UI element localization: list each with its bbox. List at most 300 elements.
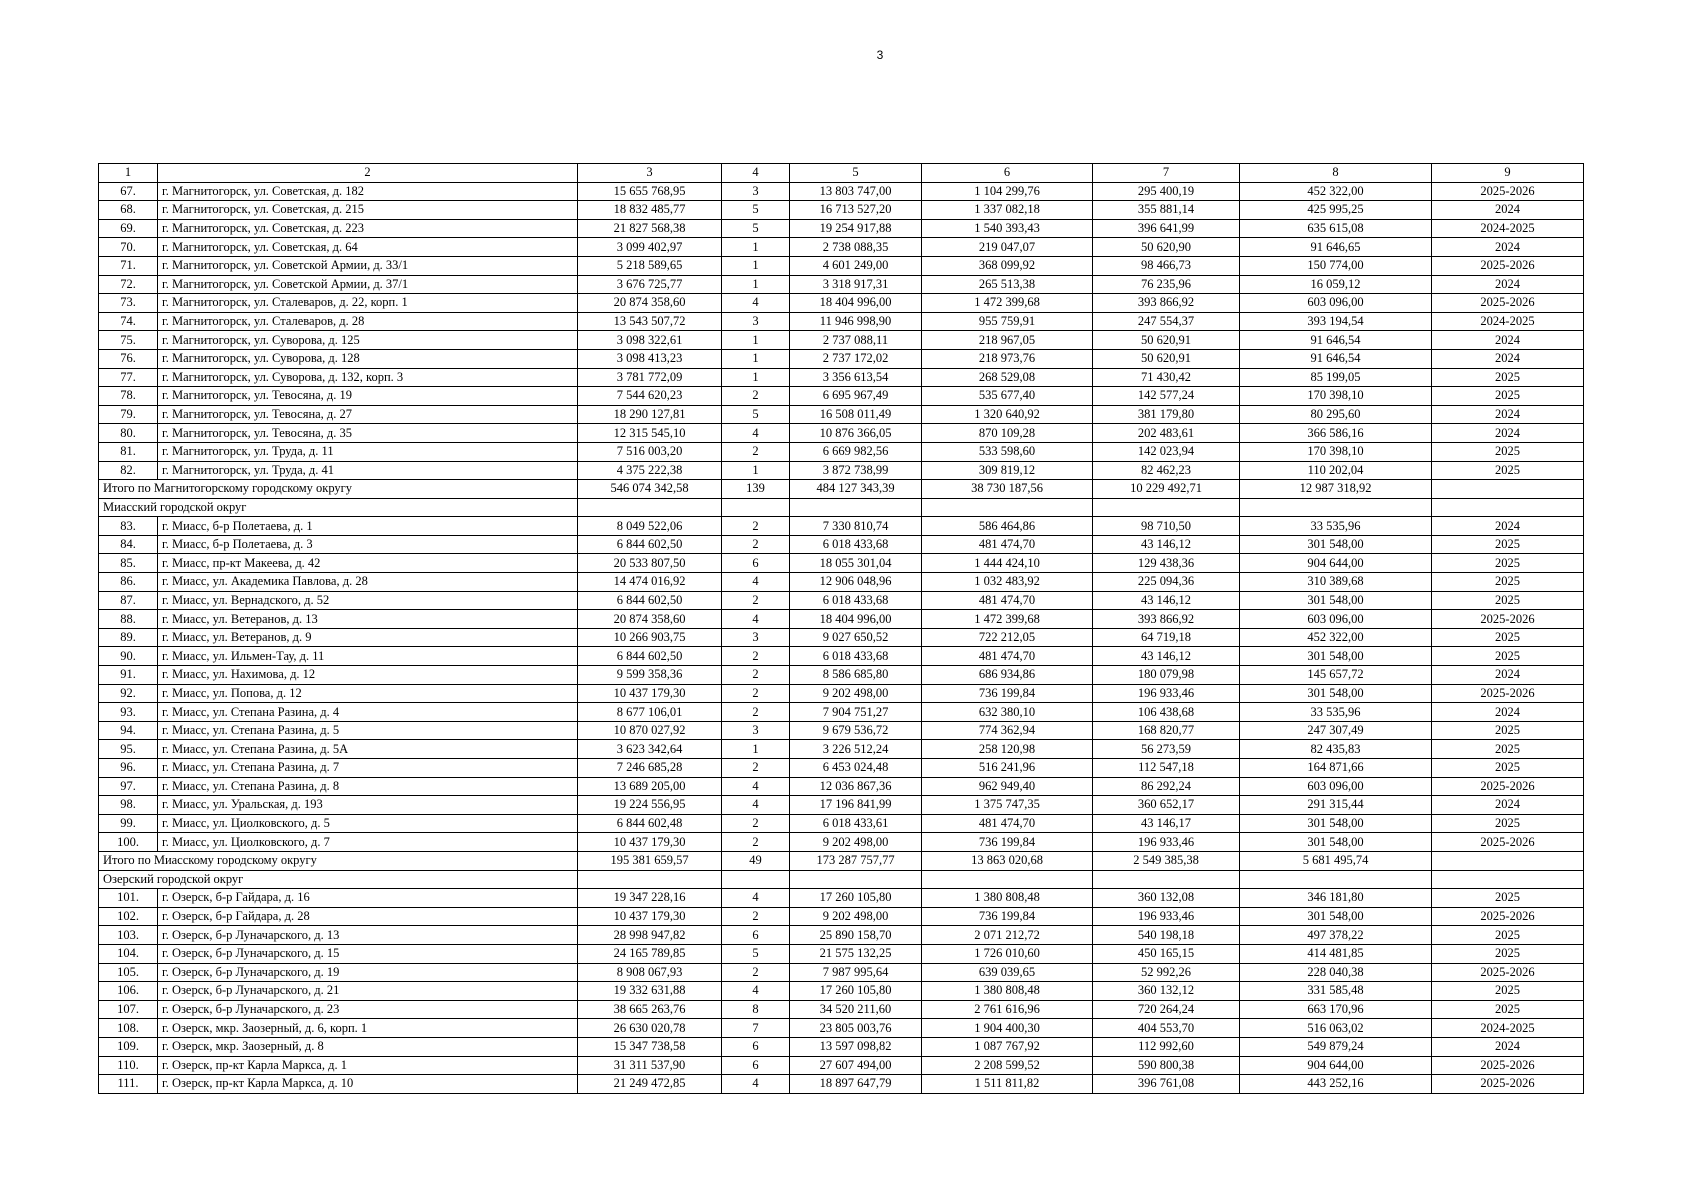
address-cell: г. Миасс, ул. Степана Разина, д. 5 xyxy=(158,721,578,740)
total-cell: 49 xyxy=(722,851,790,870)
table-cell: 2024 xyxy=(1432,349,1584,368)
row-number: 101. xyxy=(99,889,158,908)
table-cell: 6 844 602,50 xyxy=(578,535,722,554)
table-cell: 2025 xyxy=(1432,721,1584,740)
table-cell: 6 844 602,50 xyxy=(578,591,722,610)
table-cell: 3 356 613,54 xyxy=(790,368,922,387)
table-cell: 10 437 179,30 xyxy=(578,684,722,703)
table-cell: 18 404 996,00 xyxy=(790,610,922,629)
column-header: 9 xyxy=(1432,164,1584,183)
table-cell: 2 xyxy=(722,833,790,852)
table-cell: 2025 xyxy=(1432,759,1584,778)
table-cell: 2025 xyxy=(1432,442,1584,461)
total-cell: 38 730 187,56 xyxy=(922,480,1093,499)
table-row xyxy=(99,405,1584,424)
table-cell: 540 198,18 xyxy=(1093,926,1240,945)
table-cell: 2025 xyxy=(1432,926,1584,945)
table-cell: 5 xyxy=(722,944,790,963)
table-cell: 6 xyxy=(722,554,790,573)
table-cell: 3 xyxy=(722,721,790,740)
table-cell: 4 xyxy=(722,796,790,815)
table-cell: 2025 xyxy=(1432,573,1584,592)
table-cell: 2 737 172,02 xyxy=(790,349,922,368)
row-number: 110. xyxy=(99,1056,158,1075)
table-cell: 85 199,05 xyxy=(1240,368,1432,387)
address-cell: г. Миасс, ул. Академика Павлова, д. 28 xyxy=(158,573,578,592)
table-cell: 2 xyxy=(722,517,790,536)
table-cell: 33 535,96 xyxy=(1240,517,1432,536)
table-cell: 112 547,18 xyxy=(1093,759,1240,778)
row-number: 69. xyxy=(99,219,158,238)
table-cell: 7 246 685,28 xyxy=(578,759,722,778)
address-cell: г. Магнитогорск, ул. Тевосяна, д. 27 xyxy=(158,405,578,424)
table-cell: 31 311 537,90 xyxy=(578,1056,722,1075)
table-cell: 7 904 751,27 xyxy=(790,703,922,722)
address-cell: г. Миасс, ул. Степана Разина, д. 8 xyxy=(158,777,578,796)
table-cell: 8 049 522,06 xyxy=(578,517,722,536)
table-row xyxy=(99,1056,1584,1075)
table-cell: 258 120,98 xyxy=(922,740,1093,759)
table-cell: 265 513,38 xyxy=(922,275,1093,294)
address-cell: г. Миасс, ул. Ветеранов, д. 9 xyxy=(158,628,578,647)
table-cell: 301 548,00 xyxy=(1240,535,1432,554)
table-cell: 904 644,00 xyxy=(1240,1056,1432,1075)
table-cell: 50 620,91 xyxy=(1093,331,1240,350)
table-cell: 2025-2026 xyxy=(1432,963,1584,982)
table-cell: 955 759,91 xyxy=(922,312,1093,331)
row-number: 105. xyxy=(99,963,158,982)
table-cell: 1 320 640,92 xyxy=(922,405,1093,424)
address-cell: г. Магнитогорск, ул. Суворова, д. 128 xyxy=(158,349,578,368)
table-cell: 82 435,83 xyxy=(1240,740,1432,759)
table-cell: 3 098 322,61 xyxy=(578,331,722,350)
table-cell: 110 202,04 xyxy=(1240,461,1432,480)
table-cell: 3 226 512,24 xyxy=(790,740,922,759)
table-cell: 13 597 098,82 xyxy=(790,1037,922,1056)
total-cell: 546 074 342,58 xyxy=(578,480,722,499)
table-row xyxy=(99,591,1584,610)
table-cell: 2025 xyxy=(1432,387,1584,406)
table-cell: 404 553,70 xyxy=(1093,1019,1240,1038)
address-cell: г. Магнитогорск, ул. Суворова, д. 132, корп. 3 xyxy=(158,368,578,387)
address-cell: г. Миасс, ул. Степана Разина, д. 5А xyxy=(158,740,578,759)
table-cell xyxy=(790,498,922,517)
table-cell: 414 481,85 xyxy=(1240,944,1432,963)
address-cell: г. Миасс, ул. Степана Разина, д. 4 xyxy=(158,703,578,722)
table-cell: 301 548,00 xyxy=(1240,833,1432,852)
table-cell: 2 xyxy=(722,963,790,982)
table-cell: 4 xyxy=(722,424,790,443)
section-header-row xyxy=(99,870,1584,889)
total-row xyxy=(99,851,1584,870)
table-cell: 76 235,96 xyxy=(1093,275,1240,294)
table-cell: 91 646,54 xyxy=(1240,331,1432,350)
table-cell: 1 472 399,68 xyxy=(922,294,1093,313)
table-cell: 1 444 424,10 xyxy=(922,554,1093,573)
table-row xyxy=(99,201,1584,220)
address-cell: г. Миасс, б-р Полетаева, д. 3 xyxy=(158,535,578,554)
table-cell: 112 992,60 xyxy=(1093,1037,1240,1056)
table-cell: 2 xyxy=(722,591,790,610)
table-cell: 2025 xyxy=(1432,647,1584,666)
table-cell: 98 466,73 xyxy=(1093,256,1240,275)
table-cell: 1 xyxy=(722,256,790,275)
table-row xyxy=(99,610,1584,629)
table-cell: 2025 xyxy=(1432,889,1584,908)
table-row xyxy=(99,796,1584,815)
total-cell: 195 381 659,57 xyxy=(578,851,722,870)
address-cell: г. Озерск, б-р Гайдара, д. 16 xyxy=(158,889,578,908)
table-cell: 28 998 947,82 xyxy=(578,926,722,945)
table-cell xyxy=(1093,498,1240,517)
table-cell: 18 404 996,00 xyxy=(790,294,922,313)
table-cell: 5 xyxy=(722,201,790,220)
table-cell: 1 xyxy=(722,349,790,368)
table-cell: 2025 xyxy=(1432,628,1584,647)
table-cell: 7 xyxy=(722,1019,790,1038)
table-cell: 4 xyxy=(722,294,790,313)
table-cell: 452 322,00 xyxy=(1240,628,1432,647)
table-row xyxy=(99,294,1584,313)
table-cell: 1 511 811,82 xyxy=(922,1075,1093,1094)
table-cell: 1 xyxy=(722,368,790,387)
table-cell: 3 099 402,97 xyxy=(578,238,722,257)
table-cell: 9 599 358,36 xyxy=(578,666,722,685)
address-cell: г. Миасс, ул. Уральская, д. 193 xyxy=(158,796,578,815)
table-cell: 396 641,99 xyxy=(1093,219,1240,238)
table-cell xyxy=(578,498,722,517)
table-cell: 2025 xyxy=(1432,554,1584,573)
row-number: 93. xyxy=(99,703,158,722)
table-cell: 4 xyxy=(722,777,790,796)
table-cell: 632 380,10 xyxy=(922,703,1093,722)
address-cell: г. Магнитогорск, ул. Советской Армии, д. 37/1 xyxy=(158,275,578,294)
table-cell: 686 934,86 xyxy=(922,666,1093,685)
table-row xyxy=(99,703,1584,722)
table-cell: 18 897 647,79 xyxy=(790,1075,922,1094)
table-row xyxy=(99,331,1584,350)
table-row xyxy=(99,535,1584,554)
row-number: 90. xyxy=(99,647,158,666)
table-cell: 23 805 003,76 xyxy=(790,1019,922,1038)
table-row xyxy=(99,368,1584,387)
table-cell: 7 330 810,74 xyxy=(790,517,922,536)
table-cell: 3 318 917,31 xyxy=(790,275,922,294)
table-cell: 346 181,80 xyxy=(1240,889,1432,908)
table-cell: 360 652,17 xyxy=(1093,796,1240,815)
address-cell: г. Миасс, ул. Ильмен-Тау, д. 11 xyxy=(158,647,578,666)
table-cell: 129 438,36 xyxy=(1093,554,1240,573)
table-cell: 1 380 808,48 xyxy=(922,982,1093,1001)
table-cell: 9 202 498,00 xyxy=(790,684,922,703)
table-cell: 481 474,70 xyxy=(922,535,1093,554)
table-cell: 20 874 358,60 xyxy=(578,294,722,313)
table-cell: 774 362,94 xyxy=(922,721,1093,740)
address-cell: г. Миасс, ул. Ветеранов, д. 13 xyxy=(158,610,578,629)
table-cell: 2 xyxy=(722,666,790,685)
table-cell: 38 665 263,76 xyxy=(578,1000,722,1019)
table-cell: 33 535,96 xyxy=(1240,703,1432,722)
table-cell: 355 881,14 xyxy=(1093,201,1240,220)
table-cell: 360 132,08 xyxy=(1093,889,1240,908)
row-number: 100. xyxy=(99,833,158,852)
total-cell: 139 xyxy=(722,480,790,499)
table-cell: 2 071 212,72 xyxy=(922,926,1093,945)
table-cell: 736 199,84 xyxy=(922,907,1093,926)
table-cell: 310 389,68 xyxy=(1240,573,1432,592)
table-cell xyxy=(578,870,722,889)
table-cell: 2 xyxy=(722,387,790,406)
table-cell: 19 347 228,16 xyxy=(578,889,722,908)
table-cell: 2025-2026 xyxy=(1432,610,1584,629)
table-cell: 16 713 527,20 xyxy=(790,201,922,220)
address-cell: г. Миасс, пр-кт Макеева, д. 42 xyxy=(158,554,578,573)
table-cell: 2025 xyxy=(1432,535,1584,554)
section-title: Миасский городской округ xyxy=(99,498,578,517)
table-cell: 4 xyxy=(722,982,790,1001)
table-row xyxy=(99,647,1584,666)
table-cell: 10 437 179,30 xyxy=(578,833,722,852)
table-cell: 8 xyxy=(722,1000,790,1019)
table-cell: 80 295,60 xyxy=(1240,405,1432,424)
table-cell: 52 992,26 xyxy=(1093,963,1240,982)
address-cell: г. Магнитогорск, ул. Сталеваров, д. 22, корп. 1 xyxy=(158,294,578,313)
table-cell: 904 644,00 xyxy=(1240,554,1432,573)
table-cell: 14 474 016,92 xyxy=(578,573,722,592)
table-cell: 2024 xyxy=(1432,666,1584,685)
table-cell: 2 xyxy=(722,703,790,722)
row-number: 81. xyxy=(99,442,158,461)
total-cell: 2 549 385,38 xyxy=(1093,851,1240,870)
table-cell: 12 906 048,96 xyxy=(790,573,922,592)
table-cell: 6 018 433,68 xyxy=(790,647,922,666)
table-row xyxy=(99,573,1584,592)
total-row xyxy=(99,480,1584,499)
table-cell: 366 586,16 xyxy=(1240,424,1432,443)
total-cell: 12 987 318,92 xyxy=(1240,480,1432,499)
table-cell: 639 039,65 xyxy=(922,963,1093,982)
table-row xyxy=(99,461,1584,480)
table-cell: 2025 xyxy=(1432,814,1584,833)
table-cell: 2 xyxy=(722,442,790,461)
table-cell: 18 832 485,77 xyxy=(578,201,722,220)
address-cell: г. Магнитогорск, ул. Тевосяна, д. 19 xyxy=(158,387,578,406)
table-cell: 225 094,36 xyxy=(1093,573,1240,592)
table-row xyxy=(99,721,1584,740)
table-cell: 196 933,46 xyxy=(1093,833,1240,852)
table-cell: 16 508 011,49 xyxy=(790,405,922,424)
table-cell: 7 544 620,23 xyxy=(578,387,722,406)
table-cell: 5 xyxy=(722,405,790,424)
row-number: 94. xyxy=(99,721,158,740)
table-cell: 2024 xyxy=(1432,201,1584,220)
table-cell xyxy=(922,498,1093,517)
table-row xyxy=(99,907,1584,926)
table-cell: 2024 xyxy=(1432,405,1584,424)
table-row xyxy=(99,1037,1584,1056)
table-cell xyxy=(1432,870,1584,889)
table-cell: 25 890 158,70 xyxy=(790,926,922,945)
table-cell: 6 018 433,68 xyxy=(790,591,922,610)
table-cell: 8 677 106,01 xyxy=(578,703,722,722)
address-cell: г. Озерск, пр-кт Карла Маркса, д. 1 xyxy=(158,1056,578,1075)
row-number: 87. xyxy=(99,591,158,610)
address-cell: г. Миасс, ул. Попова, д. 12 xyxy=(158,684,578,703)
row-number: 89. xyxy=(99,628,158,647)
table-cell: 2025 xyxy=(1432,461,1584,480)
table-cell: 218 967,05 xyxy=(922,331,1093,350)
table-row xyxy=(99,275,1584,294)
table-cell: 481 474,70 xyxy=(922,591,1093,610)
table-cell: 2025-2026 xyxy=(1432,294,1584,313)
table-cell: 2025-2026 xyxy=(1432,777,1584,796)
table-cell: 3 781 772,09 xyxy=(578,368,722,387)
address-cell: г. Озерск, б-р Луначарского, д. 13 xyxy=(158,926,578,945)
page-number: 3 xyxy=(876,48,884,62)
table-cell: 91 646,65 xyxy=(1240,238,1432,257)
table-row xyxy=(99,759,1584,778)
row-number: 71. xyxy=(99,256,158,275)
table-cell: 1 087 767,92 xyxy=(922,1037,1093,1056)
table-cell: 3 xyxy=(722,312,790,331)
address-cell: г. Магнитогорск, ул. Советская, д. 182 xyxy=(158,182,578,201)
table-cell: 6 xyxy=(722,1037,790,1056)
table-cell: 142 577,24 xyxy=(1093,387,1240,406)
table-cell: 5 xyxy=(722,219,790,238)
column-header: 6 xyxy=(922,164,1093,183)
table-cell xyxy=(722,498,790,517)
table-cell: 2024 xyxy=(1432,703,1584,722)
table-cell: 360 132,12 xyxy=(1093,982,1240,1001)
table-cell: 603 096,00 xyxy=(1240,777,1432,796)
table-cell: 2024 xyxy=(1432,1037,1584,1056)
table-cell: 164 871,66 xyxy=(1240,759,1432,778)
table-cell: 452 322,00 xyxy=(1240,182,1432,201)
total-cell: 13 863 020,68 xyxy=(922,851,1093,870)
column-header: 7 xyxy=(1093,164,1240,183)
address-cell: г. Магнитогорск, ул. Тевосяна, д. 35 xyxy=(158,424,578,443)
table-cell: 2025-2026 xyxy=(1432,684,1584,703)
table-cell: 2025 xyxy=(1432,368,1584,387)
table-cell: 295 400,19 xyxy=(1093,182,1240,201)
table-row xyxy=(99,666,1584,685)
table-cell: 2 xyxy=(722,907,790,926)
table-cell: 2025 xyxy=(1432,591,1584,610)
row-number: 97. xyxy=(99,777,158,796)
table-cell: 4 601 249,00 xyxy=(790,256,922,275)
table-header-row xyxy=(99,164,1584,183)
table-cell: 4 xyxy=(722,573,790,592)
table-cell: 17 260 105,80 xyxy=(790,889,922,908)
total-label: Итого по Магнитогорскому городскому округу xyxy=(99,480,578,499)
table-cell: 4 xyxy=(722,610,790,629)
table-cell: 516 241,96 xyxy=(922,759,1093,778)
table-cell: 2025 xyxy=(1432,944,1584,963)
address-cell: г. Магнитогорск, ул. Советская, д. 64 xyxy=(158,238,578,257)
address-cell: г. Озерск, б-р Луначарского, д. 15 xyxy=(158,944,578,963)
table-cell: 301 548,00 xyxy=(1240,907,1432,926)
table-cell: 19 254 917,88 xyxy=(790,219,922,238)
table-cell xyxy=(722,870,790,889)
table-cell: 2 737 088,11 xyxy=(790,331,922,350)
table-cell: 1 032 483,92 xyxy=(922,573,1093,592)
row-number: 73. xyxy=(99,294,158,313)
table-cell: 21 827 568,38 xyxy=(578,219,722,238)
table-cell: 2025-2026 xyxy=(1432,1056,1584,1075)
table-cell: 2024 xyxy=(1432,275,1584,294)
total-cell: 10 229 492,71 xyxy=(1093,480,1240,499)
table-cell: 17 260 105,80 xyxy=(790,982,922,1001)
row-number: 91. xyxy=(99,666,158,685)
address-cell: г. Озерск, б-р Луначарского, д. 19 xyxy=(158,963,578,982)
table-cell: 497 378,22 xyxy=(1240,926,1432,945)
table-cell: 1 375 747,35 xyxy=(922,796,1093,815)
table-cell: 43 146,12 xyxy=(1093,591,1240,610)
table-cell: 2025 xyxy=(1432,1000,1584,1019)
table-cell: 2 761 616,96 xyxy=(922,1000,1093,1019)
table-row xyxy=(99,182,1584,201)
table-cell: 549 879,24 xyxy=(1240,1037,1432,1056)
table-cell: 8 908 067,93 xyxy=(578,963,722,982)
table-cell: 870 109,28 xyxy=(922,424,1093,443)
address-cell: г. Миасс, ул. Циолковского, д. 7 xyxy=(158,833,578,852)
address-cell: г. Магнитогорск, ул. Труда, д. 41 xyxy=(158,461,578,480)
table-cell: 635 615,08 xyxy=(1240,219,1432,238)
table-cell: 393 194,54 xyxy=(1240,312,1432,331)
table-cell: 2025-2026 xyxy=(1432,907,1584,926)
table-cell: 2024-2025 xyxy=(1432,1019,1584,1038)
table-cell: 106 438,68 xyxy=(1093,703,1240,722)
address-cell: г. Миасс, ул. Нахимова, д. 12 xyxy=(158,666,578,685)
table-row xyxy=(99,554,1584,573)
table-cell xyxy=(790,870,922,889)
row-number: 107. xyxy=(99,1000,158,1019)
table-cell: 170 398,10 xyxy=(1240,442,1432,461)
table-cell: 17 196 841,99 xyxy=(790,796,922,815)
table-cell: 443 252,16 xyxy=(1240,1075,1432,1094)
address-cell: г. Магнитогорск, ул. Суворова, д. 125 xyxy=(158,331,578,350)
table-row xyxy=(99,1000,1584,1019)
row-number: 82. xyxy=(99,461,158,480)
table-cell: 516 063,02 xyxy=(1240,1019,1432,1038)
column-header: 1 xyxy=(99,164,158,183)
table-cell: 663 170,96 xyxy=(1240,1000,1432,1019)
table-row xyxy=(99,219,1584,238)
table-cell: 393 866,92 xyxy=(1093,610,1240,629)
table-cell: 8 586 685,80 xyxy=(790,666,922,685)
address-cell: г. Магнитогорск, ул. Сталеваров, д. 28 xyxy=(158,312,578,331)
table-cell: 2 738 088,35 xyxy=(790,238,922,257)
address-cell: г. Магнитогорск, ул. Советская, д. 215 xyxy=(158,201,578,220)
table-row xyxy=(99,926,1584,945)
table-row xyxy=(99,387,1584,406)
table-cell: 368 099,92 xyxy=(922,256,1093,275)
table-cell: 2025-2026 xyxy=(1432,833,1584,852)
address-cell: г. Озерск, мкр. Заозерный, д. 6, корп. 1 xyxy=(158,1019,578,1038)
row-number: 78. xyxy=(99,387,158,406)
table-cell: 9 679 536,72 xyxy=(790,721,922,740)
table-cell: 393 866,92 xyxy=(1093,294,1240,313)
table-cell xyxy=(1240,498,1432,517)
table-row xyxy=(99,944,1584,963)
column-header: 2 xyxy=(158,164,578,183)
table-cell: 10 870 027,92 xyxy=(578,721,722,740)
table-cell: 6 018 433,68 xyxy=(790,535,922,554)
table-cell: 202 483,61 xyxy=(1093,424,1240,443)
table-cell: 43 146,12 xyxy=(1093,535,1240,554)
address-cell: г. Озерск, б-р Луначарского, д. 21 xyxy=(158,982,578,1001)
table-cell: 3 676 725,77 xyxy=(578,275,722,294)
